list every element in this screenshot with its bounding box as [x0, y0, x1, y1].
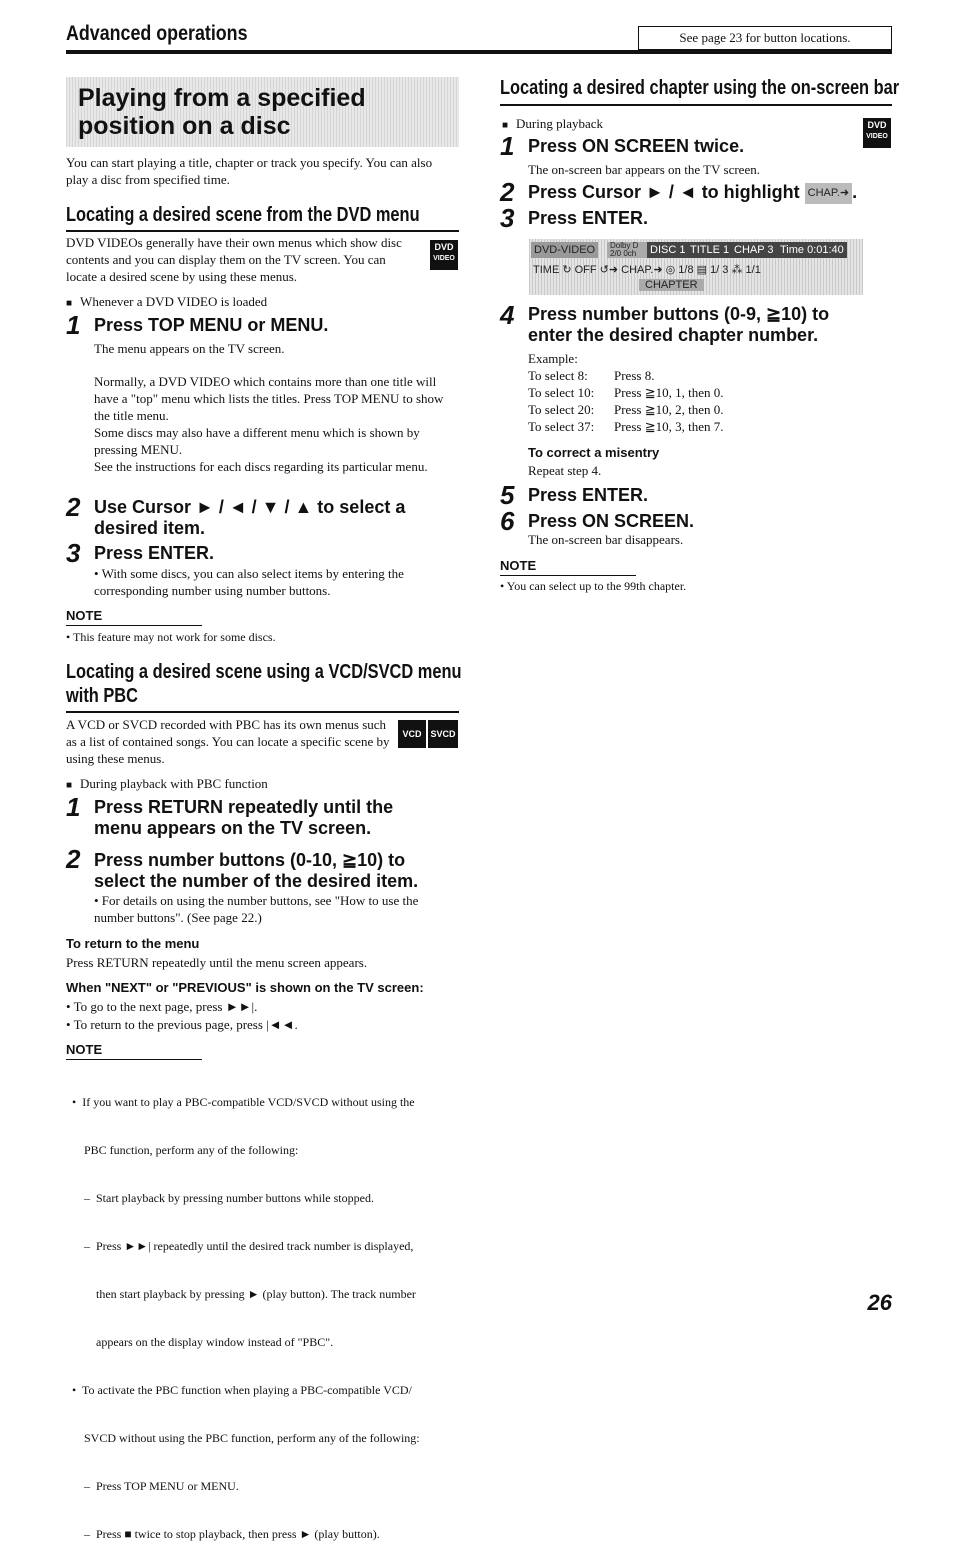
onscreen-step1-desc: The on-screen bar appears on the TV screen. [528, 162, 760, 177]
note-rule [66, 625, 202, 626]
dvd-video-badge: DVD VIDEO [863, 118, 891, 148]
step-number: 4 [500, 300, 515, 330]
dvd-menu-description: DVD VIDEOs generally have their own menus which show disc contents and you can display them on the TV screen. You can locate a desired scene by using these menus. [66, 235, 402, 284]
step-number: 5 [500, 480, 515, 510]
vcd-step2: Press number buttons (0-10, ≧10) to select the number of the desired item. [94, 850, 419, 891]
vcd-condition: ■ During playback with PBC function [66, 775, 268, 794]
section-title: Advanced operations [66, 22, 248, 45]
vcd-heading-rule [66, 711, 459, 713]
note-rule [500, 575, 636, 576]
dvd-step1-desc: The menu appears on the TV screen. [94, 341, 285, 356]
dvd-step3: Press ENTER. [94, 543, 215, 563]
on-screen-bar [529, 239, 863, 295]
vcd-menu-heading: Locating a desired scene using a VCD/SVCD menu with PBC [66, 661, 462, 707]
onscreen-heading-rule [500, 104, 892, 106]
osd-row2: TIME ↻ OFF ↺➜ CHAP.➜ ◎ 1/8 ▤ 1/ 3 ⁂ 1/1 [533, 264, 761, 276]
step-number: 2 [500, 177, 515, 207]
dvd-step1-note: Normally, a DVD VIDEO which contains more than one title will have a "top" menu which lists the titles. Press TOP MENU to show the title menu. Some discs may also have a different menu which is shown by pressing MENU. See the instructions for each discs regarding its particular menu. [94, 374, 444, 474]
step-number: 1 [66, 310, 81, 340]
prev-page-item: • To return to the previous page, press |◄◄. [66, 1017, 298, 1032]
dvd-condition: ■ Whenever a DVD VIDEO is loaded [66, 293, 267, 312]
step-number: 3 [500, 203, 515, 233]
return-label: To return to the menu [66, 936, 200, 951]
example-list [528, 367, 723, 435]
example-row: To select 8: Press 8. [528, 368, 655, 383]
dvd-step3-desc: • With some discs, you can also select items by entering the corresponding number using number buttons. [94, 566, 404, 598]
osd-disc: DISC 1 [647, 242, 688, 258]
step-number: 2 [66, 492, 81, 522]
vcd-note-label: NOTE [66, 1042, 103, 1057]
osd-time: Time 0:01:40 [777, 242, 847, 258]
osd-title: TITLE 1 [687, 242, 732, 258]
onscreen-step1: Press ON SCREEN twice. [528, 136, 745, 156]
example-row: To select 20: Press ≧10, 2, then 0. [528, 402, 724, 417]
osd-chap: CHAP 3 [731, 242, 777, 258]
dvd-menu-heading: Locating a desired scene from the DVD menu [66, 204, 420, 226]
vcd-step2-desc: • For details on using the number buttons, see "How to use the number buttons". (See page 22.) [94, 893, 419, 925]
example-row: To select 37: Press ≧10, 3, then 7. [528, 419, 724, 434]
onscreen-step2: Press Cursor ► / ◄ to highlight CHAP.➜ . [528, 182, 858, 202]
onscreen-step3: Press ENTER. [528, 208, 649, 228]
dvd-step1: Press TOP MENU or MENU. [94, 315, 329, 335]
misentry-label: To correct a misentry [528, 445, 660, 460]
return-desc: Press RETURN repeatedly until the menu screen appears. [66, 955, 368, 970]
step-number: 2 [66, 844, 81, 874]
onscreen-step4: Press number buttons (0-9, ≧10) to enter the desired chapter number. [528, 304, 830, 345]
onscreen-step6-desc: The on-screen bar disappears. [528, 532, 684, 547]
vcd-menu-description: A VCD or SVCD recorded with PBC has its own menus such as a list of contained songs. You can locate a specific scene by using these menus. [66, 717, 390, 766]
step-number: 1 [66, 792, 81, 822]
vcd-note: • If you want to play a PBC-compatible VCD/SVCD without using the PBC function, perform any of the following: – Start playback by pressing number buttons while stopped. – Press ►►| repeatedly until the desired track number is displayed, then start playback by pressing ► (play button). The track number appears on the display window instead of "PBC". • To activate the PBC function when playing a PBC-compatible VCD/ SVCD without using the PBC function, perform any of the following: – Press TOP MENU or MENU. – Press ■ twice to stop playback, then press ► (play button). [72, 1095, 420, 1541]
page-number: 26 [867, 1290, 892, 1315]
onscreen-note: • You can select up to the 99th chapter. [500, 579, 687, 593]
onscreen-condition: ■ During playback [502, 115, 603, 134]
onscreen-heading: Locating a desired chapter using the on-screen bar [500, 77, 900, 99]
dvd-heading-rule [66, 230, 459, 232]
step-number: 6 [500, 506, 515, 536]
dvd-step2: Use Cursor ► / ◄ / ▼ / ▲ to select a desired item. [94, 497, 406, 538]
vcd-step1: Press RETURN repeatedly until the menu appears on the TV screen. [94, 797, 394, 838]
page-reference-box: See page 23 for button locations. [638, 26, 892, 50]
onscreen-step6: Press ON SCREEN. [528, 511, 695, 531]
misentry-desc: Repeat step 4. [528, 463, 602, 478]
chap-icon: CHAP.➜ [805, 183, 852, 204]
example-label: Example: [528, 351, 578, 366]
example-row: To select 10: Press ≧10, 1, then 0. [528, 385, 724, 400]
onscreen-note-label: NOTE [500, 558, 537, 573]
next-page-item: • To go to the next page, press ►►|. [66, 999, 258, 1014]
dvd-note: • This feature may not work for some discs. [66, 630, 276, 644]
osd-chapter-label: CHAPTER [639, 279, 704, 291]
step-number: 3 [66, 538, 81, 568]
onscreen-step5: Press ENTER. [528, 485, 649, 505]
dvd-note-label: NOTE [66, 608, 103, 623]
vcd-badge: VCD [398, 720, 426, 748]
header-rule [66, 50, 892, 54]
note-rule [66, 1059, 202, 1060]
step-number: 1 [500, 131, 515, 161]
next-prev-label: When "NEXT" or "PREVIOUS" is shown on the TV screen: [66, 980, 424, 995]
dvd-video-badge: DVD VIDEO [430, 240, 458, 270]
intro-text: You can start playing a title, chapter or track you specify. You can also play a disc from specified time. [66, 155, 433, 187]
osd-disc-type: DVD-VIDEO [531, 242, 598, 258]
osd-audio: Dolby D 2/0 0ch [607, 242, 647, 258]
page-title: Playing from a specified position on a disc [78, 84, 366, 140]
svcd-badge: SVCD [428, 720, 458, 748]
